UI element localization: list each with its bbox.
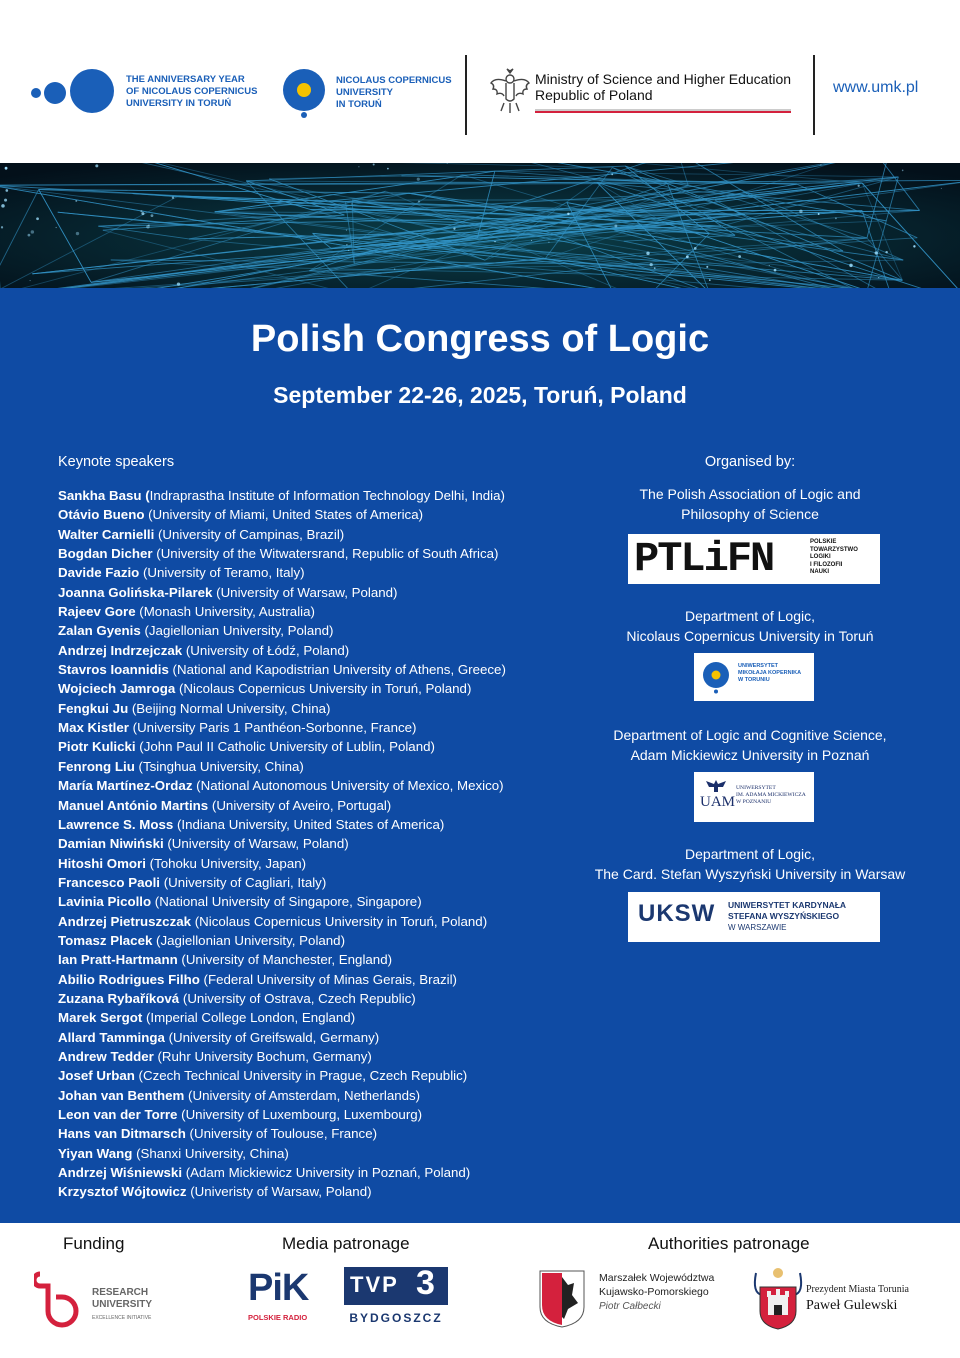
speaker-affiliation: (Czech Technical University in Prague, Czech Republic) [134, 1068, 468, 1084]
event-date: September 22-26, 2025, Toruń, Poland [273, 382, 687, 408]
polish-eagle-icon [489, 67, 531, 115]
umk-logo [282, 68, 452, 120]
speaker-affiliation: (Imperial College London, England) [142, 1010, 356, 1026]
speaker-affiliation: (Nicolaus Copernicus University in Toruń, Poland) [191, 913, 488, 929]
event-title: Polish Congress of Logic [250, 318, 710, 360]
uam-logo [694, 772, 814, 822]
speaker-affiliation: (Shanxi University, China) [132, 1145, 289, 1161]
tvp-sub: BYDGOSZCZ [349, 1311, 443, 1325]
speaker-affiliation: (University of Campinas, Brazil) [154, 526, 345, 542]
speaker-item [58, 1105, 618, 1124]
speaker-item [58, 757, 618, 776]
kujawsko-pomorskie-coat-of-arms-icon [538, 1269, 586, 1329]
speaker-name: Josef Urban [58, 1068, 135, 1084]
marshal-logo [538, 1267, 738, 1329]
speaker-item [58, 660, 618, 679]
footer [0, 1223, 960, 1358]
speaker-affiliation: (University of the Witwatersrand, Republic of South Africa) [152, 546, 499, 562]
research-university-sub: EXCELLENCE INITIATIVE [92, 1315, 152, 1321]
authorities-heading: Authorities patronage [648, 1234, 810, 1253]
research-university-icon [34, 1271, 88, 1329]
ptlifn-logo-mark: PTLiFN [634, 535, 774, 583]
speaker-item [58, 486, 618, 505]
speaker-affiliation: (University of Amsterdam, Netherlands) [184, 1087, 421, 1103]
umk-emblem-icon [282, 68, 328, 120]
speaker-name: Tomasz Placek [58, 932, 153, 948]
speaker-affiliation: (Ruhr University Bochum, Germany) [153, 1048, 372, 1064]
website-link[interactable]: www.umk.pl [833, 79, 919, 96]
speaker-list [58, 486, 618, 1202]
organiser-ptlifn [560, 484, 940, 524]
speaker-affiliation: (University of Teramo, Italy) [139, 565, 305, 581]
main-panel [0, 288, 960, 1223]
speaker-item [58, 950, 618, 969]
speaker-affiliation: (Federal University of Minas Gerais, Brazil) [199, 971, 457, 987]
speaker-item [58, 834, 618, 853]
speaker-affiliation: (Jagiellonian University, Poland) [152, 932, 346, 948]
speaker-item [58, 989, 618, 1008]
marshal-signature: Piotr Całbecki [599, 1301, 661, 1312]
speaker-item [58, 1028, 618, 1047]
speaker-name: Bogdan Dicher [58, 546, 153, 562]
pik-logo [246, 1267, 320, 1327]
speaker-name: Wojciech Jamroga [58, 681, 176, 697]
speaker-name: Sankha Basu ( [58, 488, 150, 503]
organiser-uam [560, 725, 940, 765]
speaker-name: Fengkui Ju [58, 700, 129, 716]
speaker-affiliation: (University of Miami, United States of America) [144, 507, 424, 523]
header [0, 0, 960, 163]
uksw-logo [628, 892, 880, 942]
speaker-affiliation: (University Paris 1 Panthéon-Sorbonne, France) [128, 720, 417, 736]
marshal-title: Marszałek Województwa Kujawsko-Pomorskiego [599, 1272, 715, 1298]
speaker-item [58, 505, 618, 524]
speaker-item [58, 815, 618, 834]
network-banner [0, 163, 960, 288]
umk-emblem-icon [702, 661, 732, 695]
speaker-item [58, 776, 618, 795]
pik-mark: PiK [248, 1267, 309, 1309]
speaker-name: Leon van der Torre [58, 1107, 178, 1122]
speaker-name: Krzysztof Wójtowicz [58, 1184, 187, 1200]
speaker-item [58, 718, 618, 737]
anniversary-logo [28, 68, 258, 114]
speaker-item [58, 1086, 618, 1105]
speaker-name: Francesco Paoli [58, 874, 160, 890]
organisers-section [560, 454, 940, 932]
speaker-name: Ian Pratt-Hartmann [58, 952, 178, 968]
speaker-affiliation: (University of Manchester, England) [177, 952, 393, 968]
anniversary-text: THE ANNIVERSARY YEAR OF NICOLAUS COPERNICUS UNIVERSITY IN TORUŃ [126, 74, 258, 109]
speaker-item [58, 873, 618, 892]
speaker-item [58, 737, 618, 756]
speaker-name: Andrzej Indrzejczak [58, 642, 183, 658]
speaker-name: Davide Fazio [58, 565, 140, 581]
speaker-name: Joanna Golińska-Pilarek [58, 584, 213, 600]
speaker-name: Damian Niwiński [58, 836, 164, 852]
speaker-name: María Martínez-Ordaz [58, 778, 193, 794]
speaker-affiliation: (John Paul II Catholic University of Lublin, Poland) [135, 739, 435, 755]
speaker-name: Yiyan Wang [58, 1145, 133, 1161]
uksw-logo-text: UNIWERSYTET KARDYNAŁA STEFANA WYSZYŃSKIEGO [728, 900, 847, 921]
umk-text: NICOLAUS COPERNICUS UNIVERSITY IN TORUŃ [336, 75, 452, 110]
mayor-name: Paweł Gulewski [806, 1298, 898, 1313]
speaker-name: Andrzej Wiśniewski [58, 1165, 183, 1181]
speaker-affiliation: (National University of Singapore, Singapore) [151, 894, 422, 910]
media-heading: Media patronage [282, 1234, 410, 1253]
speaker-name: Andrzej Pietruszczak [58, 913, 192, 929]
speaker-affiliation: (University of Cagliari, Italy) [160, 874, 327, 890]
speaker-item [58, 583, 618, 602]
speaker-item [58, 1008, 618, 1027]
organiser-uksw [560, 844, 940, 884]
tvp-mark: TVP [350, 1272, 399, 1297]
speaker-name: Marek Sergot [58, 1010, 143, 1026]
speaker-affiliation: Indraprastha Institute of Information Technology Delhi, India) [149, 488, 505, 503]
speaker-affiliation: (University of Aveiro, Portugal) [208, 797, 392, 813]
speaker-affiliation: (University of Luxembourg, Luxembourg) [177, 1107, 423, 1122]
speaker-item [58, 1047, 618, 1066]
uam-eagle-icon [703, 778, 729, 794]
speaker-affiliation: (Univeristy of Warsaw, Poland) [186, 1184, 372, 1200]
speaker-affiliation: (Monash University, Australia) [135, 604, 315, 620]
speaker-item [58, 602, 618, 621]
speaker-item [58, 679, 618, 698]
speaker-name: Allard Tamminga [58, 1029, 165, 1045]
ministry-logo [487, 67, 797, 117]
mayor-title: Prezydent Miasta Torunia [806, 1284, 909, 1295]
speaker-name: Max Kistler [58, 720, 129, 736]
speaker-name: Andrew Tedder [58, 1048, 154, 1064]
speaker-name: Abilio Rodrigues Filho [58, 971, 200, 987]
speaker-name: Zalan Gyenis [58, 623, 141, 639]
pik-sub: POLSKIE RADIO [248, 1313, 308, 1322]
mayor-logo [752, 1265, 922, 1331]
speaker-item [58, 931, 618, 950]
ministry-name: Ministry of Science and Higher Education Republic of Poland [535, 71, 792, 103]
speaker-affiliation: (University of Warsaw, Poland) [163, 836, 349, 852]
speaker-affiliation: (University of Greifswald, Germany) [164, 1029, 380, 1045]
tvp3-logo [344, 1264, 450, 1331]
speaker-item [58, 544, 618, 563]
keynote-heading: Keynote speakers [58, 454, 175, 470]
anniversary-dots-icon [28, 68, 118, 114]
organiser-name: Department of Logic, Nicolaus Copernicus University in Toruń [626, 608, 874, 644]
speaker-affiliation: (Indiana University, United States of America) [173, 816, 445, 832]
speaker-item [58, 699, 618, 718]
speaker-affiliation: (University of Warsaw, Poland) [212, 584, 398, 600]
network-lines-image [0, 163, 960, 288]
ptlifn-logo-text: POLSKIE TOWARZYSTWO LOGIKI I FILOZOFII NAUKI [810, 539, 858, 576]
speaker-affiliation: (Tsinghua University, China) [134, 758, 304, 774]
speaker-name: Hitoshi Omori [58, 855, 146, 871]
speaker-name: Fenrong Liu [58, 758, 135, 774]
speaker-name: Otávio Bueno [58, 507, 145, 523]
speaker-affiliation: (University of Łódź, Poland) [182, 642, 350, 658]
speaker-item [58, 912, 618, 931]
organiser-name: Department of Logic and Cognitive Science, Adam Mickiewicz University in Poznań [613, 727, 887, 763]
speaker-item [58, 525, 618, 544]
header-divider [465, 55, 467, 135]
speaker-name: Johan van Benthem [58, 1087, 185, 1103]
funding-heading: Funding [63, 1234, 125, 1253]
research-university-text: RESEARCH UNIVERSITY [92, 1287, 153, 1310]
speaker-name: Piotr Kulicki [58, 739, 136, 755]
torun-coat-of-arms-icon [752, 1265, 804, 1331]
organiser-name: The Polish Association of Logic and Philosophy of Science [639, 486, 861, 522]
speaker-affiliation: (University of Ostrava, Czech Republic) [179, 990, 416, 1006]
speaker-affiliation: (Tohoku University, Japan) [145, 855, 307, 871]
speaker-item [58, 641, 618, 660]
speaker-affiliation: (Jagiellonian University, Poland) [140, 623, 334, 639]
uam-mark: UAM [700, 794, 736, 810]
speaker-item [58, 1182, 618, 1201]
speaker-name: Lavinia Picollo [58, 894, 152, 910]
speaker-item [58, 970, 618, 989]
speaker-name: Rajeev Gore [58, 604, 136, 620]
speaker-affiliation: (National and Kapodistrian University of Athens, Greece) [168, 662, 506, 678]
speaker-affiliation: (Beijing Normal University, China) [128, 700, 331, 716]
speaker-affiliation: (University of Toulouse, France) [185, 1126, 378, 1142]
umk-small-logo [694, 653, 814, 701]
speaker-affiliation: (Adam Mickiewicz University in Poznań, Poland) [182, 1165, 471, 1181]
speaker-item [58, 1163, 618, 1182]
speaker-item [58, 796, 618, 815]
ptlifn-logo [628, 534, 880, 584]
speaker-name: Hans van Ditmarsch [58, 1126, 186, 1142]
speaker-name: Zuzana Rybaříková [58, 990, 180, 1006]
tvp-number: 3 [416, 1264, 435, 1302]
organiser-name: Department of Logic, The Card. Stefan Wyszyński University in Warsaw [594, 846, 906, 882]
speaker-affiliation: (National Autonomous University of Mexico, Mexico) [192, 778, 504, 794]
uam-logo-text: UNIWERSYTET IM. ADAMA MICKIEWICZA W POZNANIU [736, 785, 806, 805]
speaker-item [58, 621, 618, 640]
speaker-item [58, 1124, 618, 1143]
speaker-item [58, 1066, 618, 1085]
speaker-name: Stavros Ioannidis [58, 662, 169, 678]
speaker-item [58, 854, 618, 873]
speaker-item [58, 892, 618, 911]
research-university-logo [34, 1271, 164, 1329]
organisers-heading: Organised by: [704, 454, 796, 470]
speaker-name: Lawrence S. Moss [58, 816, 174, 832]
speaker-name: Walter Carnielli [58, 526, 155, 542]
ministry-flag-bar [535, 109, 791, 113]
speaker-affiliation: (Nicolaus Copernicus University in Toruń, Poland) [175, 681, 472, 697]
header-divider [813, 55, 815, 135]
speaker-item [58, 563, 618, 582]
speaker-name: Manuel António Martins [58, 797, 209, 813]
organiser-umk-logic [560, 606, 940, 646]
uksw-logo-city: W WARSZAWIE [728, 923, 787, 932]
speaker-item [58, 1144, 618, 1163]
uksw-mark: UKSW [638, 900, 716, 927]
umk-small-logo-text: UNIWERSYTET MIKOŁAJA KOPERNIKA W TORUNIU [738, 663, 802, 683]
